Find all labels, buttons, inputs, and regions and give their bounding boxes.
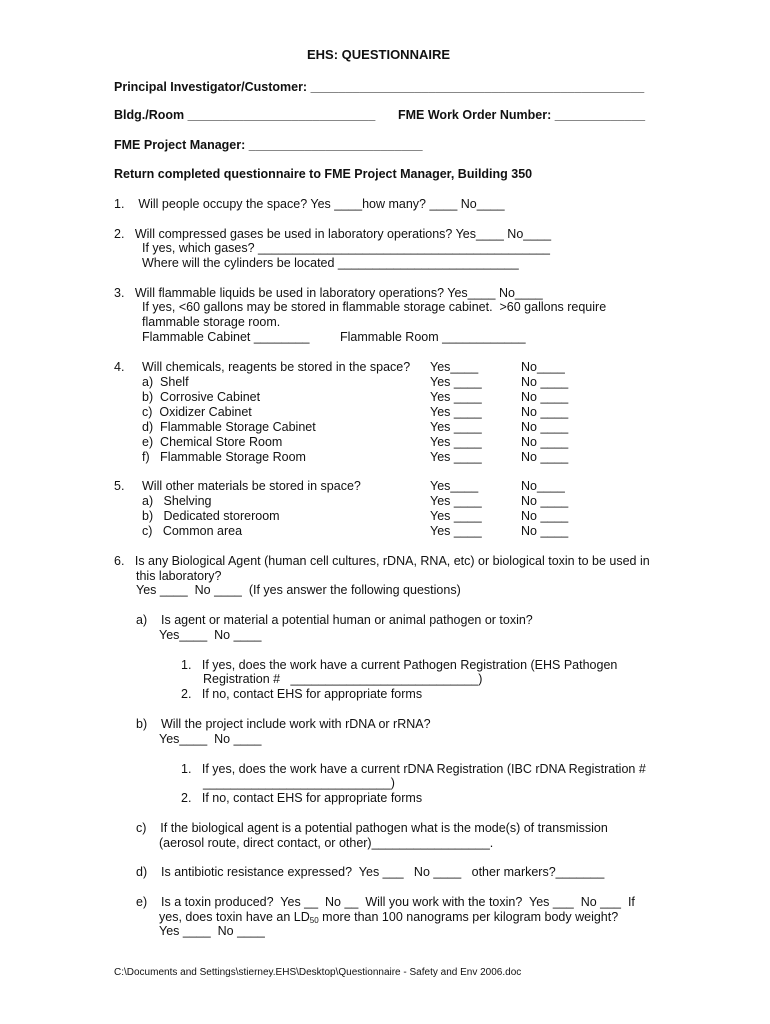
- question-4: Will chemicals, reagents be stored in the space?: [142, 360, 411, 374]
- sub-item-no[interactable]: No ____: [521, 405, 569, 419]
- question-6b-1: 1. If yes, does the work have a current rDNA Registration (IBC rDNA Registration #: [181, 762, 646, 776]
- sub-item-no[interactable]: No ____: [521, 420, 569, 434]
- sub-item-label: e) Chemical Store Room: [142, 435, 283, 449]
- sub-item-label: f) Flammable Storage Room: [142, 450, 306, 464]
- sub-item-label: c) Oxidizer Cabinet: [142, 405, 252, 419]
- sub-item-label: d) Flammable Storage Cabinet: [142, 420, 316, 434]
- question-6a-answer[interactable]: Yes____ No ____: [159, 628, 262, 642]
- question-6b-answer[interactable]: Yes____ No ____: [159, 732, 262, 746]
- sub-item-yes[interactable]: Yes ____: [430, 420, 482, 434]
- question-6d[interactable]: d) Is antibiotic resistance expressed? Yes ___ No ____ other markers?_______: [136, 865, 605, 879]
- sub-item-no[interactable]: No ____: [521, 524, 569, 538]
- question-1[interactable]: 1. Will people occupy the space? Yes ____how many? ____ No____: [114, 197, 505, 211]
- sub-item-label: c) Common area: [142, 524, 243, 538]
- question-6a-1: 1. If yes, does the work have a current Pathogen Registration (EHS Pathogen: [181, 658, 618, 672]
- question-2-location[interactable]: Where will the cylinders be located __________________________: [142, 256, 519, 270]
- question-3-note: If yes, <60 gallons may be stored in flammable storage cabinet. >60 gallons require: [142, 300, 607, 314]
- sub-item-label: a) Shelf: [142, 375, 189, 389]
- question-6: 6. Is any Biological Agent (human cell cultures, rDNA, RNA, etc) or biological toxin to be used in: [114, 554, 650, 568]
- question-2-gases[interactable]: If yes, which gases? __________________________________________: [142, 241, 551, 255]
- sub-item-yes[interactable]: Yes ____: [430, 375, 482, 389]
- sub-item-no[interactable]: No ____: [521, 435, 569, 449]
- sub-item-label: a) Shelving: [142, 494, 212, 508]
- sub-item-yes[interactable]: Yes ____: [430, 450, 482, 464]
- sub-item-no[interactable]: No ____: [521, 375, 569, 389]
- return-instructions: Return completed questionnaire to FME Project Manager, Building 350: [114, 167, 533, 181]
- sub-item-no[interactable]: No ____: [521, 494, 569, 508]
- sub-item-label: b) Dedicated storeroom: [142, 509, 280, 523]
- question-3-note-cont: flammable storage room.: [142, 315, 281, 329]
- question-6e[interactable]: e) Is a toxin produced? Yes __ No __ Will you work with the toxin? Yes ___ No ___ If: [136, 895, 635, 909]
- question-3[interactable]: 3. Will flammable liquids be used in laboratory operations? Yes____ No____: [114, 286, 543, 300]
- sub-item-no[interactable]: No ____: [521, 450, 569, 464]
- question-6a: a) Is agent or material a potential human or animal pathogen or toxin?: [136, 613, 533, 627]
- sub-item-yes[interactable]: Yes ____: [430, 524, 482, 538]
- question-6-answer[interactable]: Yes ____ No ____ (If yes answer the following questions): [136, 583, 461, 597]
- question-6e-answer[interactable]: Yes ____ No ____: [159, 924, 265, 938]
- question-6a-2: 2. If no, contact EHS for appropriate forms: [181, 687, 423, 701]
- question-4-no[interactable]: No____: [521, 360, 565, 374]
- page-title: EHS: QUESTIONNAIRE: [307, 47, 451, 62]
- question-6-cont: this laboratory?: [136, 569, 222, 583]
- question-6e-cont: yes, does toxin have an $LD_{50}$ more than 100 nanograms per kilogram body weight?: [159, 910, 619, 925]
- question-4-number: 4.: [114, 360, 125, 374]
- question-6c: c) If the biological agent is a potential pathogen what is the mode(s) of transmission: [136, 821, 608, 835]
- sub-item-yes[interactable]: Yes ____: [430, 405, 482, 419]
- project-manager-field[interactable]: FME Project Manager: _________________________: [114, 138, 423, 152]
- work-order-field[interactable]: FME Work Order Number: _____________: [398, 108, 646, 122]
- transmission-mode-field[interactable]: (aerosol route, direct contact, or other)_________________.: [159, 836, 494, 850]
- question-5-number: 5.: [114, 479, 125, 493]
- document-footer-path: C:\Documents and Settings\stierney.EHS\Desktop\Questionnaire - Safety and Env 2006.doc: [114, 967, 522, 978]
- sub-item-label: b) Corrosive Cabinet: [142, 390, 261, 404]
- question-5: Will other materials be stored in space?: [142, 479, 361, 493]
- pi-customer-field[interactable]: Principal Investigator/Customer: ________________________________________________: [114, 80, 645, 94]
- question-5-no[interactable]: No____: [521, 479, 565, 493]
- sub-item-yes[interactable]: Yes ____: [430, 390, 482, 404]
- sub-item-yes[interactable]: Yes ____: [430, 509, 482, 523]
- pathogen-registration-field[interactable]: Registration # ___________________________): [203, 672, 483, 686]
- bldg-room-field[interactable]: Bldg./Room ___________________________: [114, 108, 376, 122]
- question-5-yes[interactable]: Yes____: [430, 479, 479, 493]
- sub-item-no[interactable]: No ____: [521, 509, 569, 523]
- flammable-room-field[interactable]: Flammable Room ____________: [340, 330, 526, 344]
- sub-item-yes[interactable]: Yes ____: [430, 494, 482, 508]
- question-4-yes[interactable]: Yes____: [430, 360, 479, 374]
- flammable-cabinet-field[interactable]: Flammable Cabinet ________: [142, 330, 310, 344]
- question-2[interactable]: 2. Will compressed gases be used in laboratory operations? Yes____ No____: [114, 227, 552, 241]
- sub-item-yes[interactable]: Yes ____: [430, 435, 482, 449]
- question-6b: b) Will the project include work with rDNA or rRNA?: [136, 717, 431, 731]
- rdna-registration-field[interactable]: ___________________________): [203, 776, 395, 790]
- sub-item-no[interactable]: No ____: [521, 390, 569, 404]
- question-6b-2: 2. If no, contact EHS for appropriate forms: [181, 791, 423, 805]
